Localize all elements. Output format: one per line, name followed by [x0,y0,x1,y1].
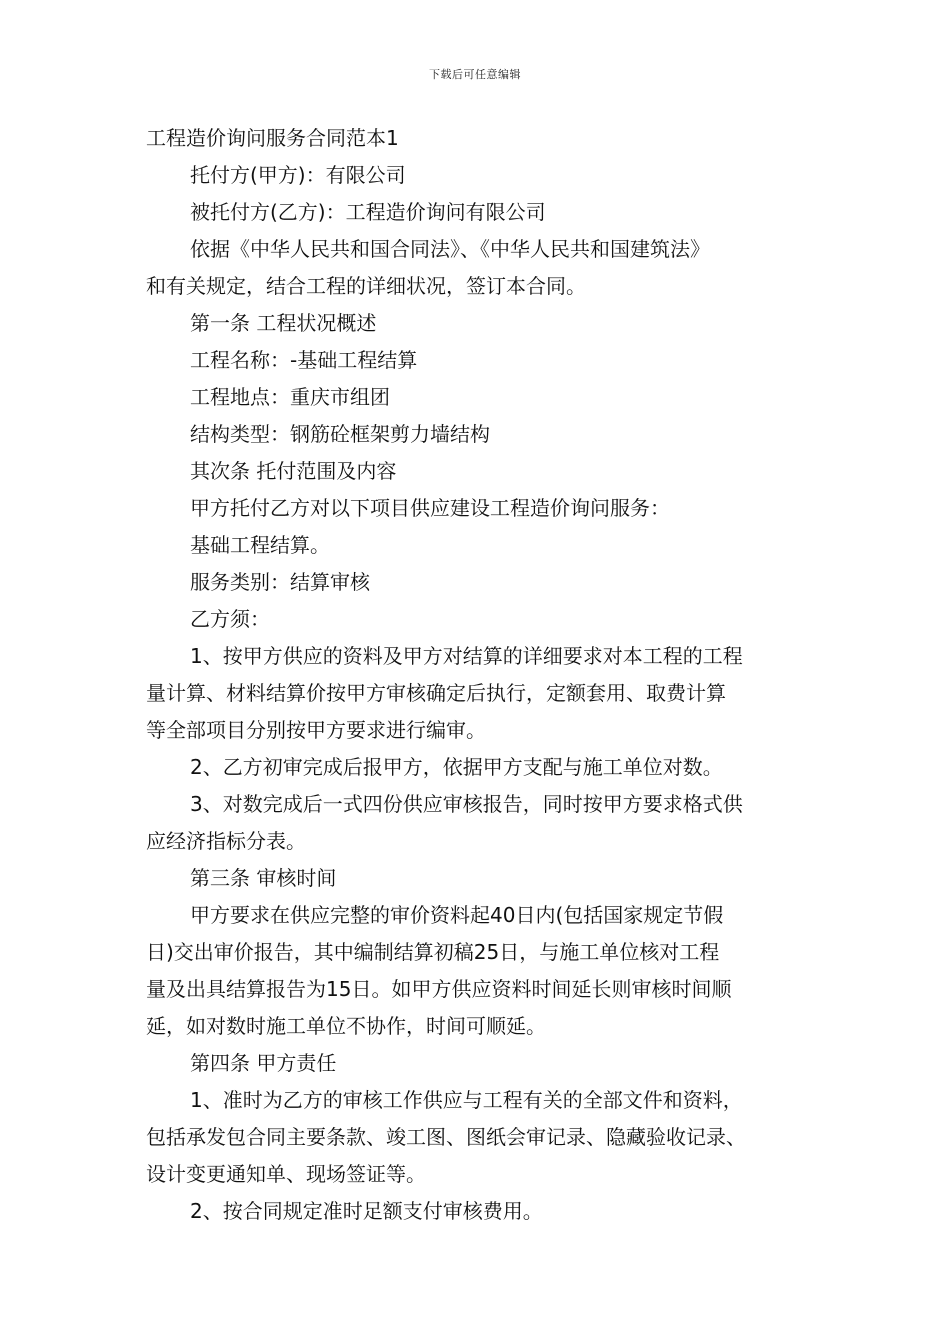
paragraph-line: 量计算、材料结算价按甲方审核确定后执行，定额套用、取费计算 [146,681,726,705]
paragraph-line: 等全部项目分别按甲方要求进行编审。 [146,718,486,742]
document-body [146,120,812,1230]
document-title: 工程造价询问服务合同范本1 [146,126,399,150]
paragraph-line: 包括承发包合同主要条款、竣工图、图纸会审记录、隐藏验收记录、 [146,1125,746,1149]
list-item: 1、按甲方供应的资料及甲方对结算的详细要求对本工程的工程 [190,644,743,668]
paragraph-line: 应经济指标分表。 [146,829,306,853]
paragraph-line: 依据《中华人民共和国合同法》、《中华人民共和国建筑法》 [190,237,710,261]
list-item: 2、乙方初审完成后报甲方，依据甲方支配与施工单位对数。 [190,755,723,779]
paragraph-line: 工程名称：-基础工程结算 [190,348,418,372]
list-item: 1、准时为乙方的审核工作供应与工程有关的全部文件和资料， [190,1088,743,1112]
paragraph-line: 延，如对数时施工单位不协作，时间可顺延。 [146,1014,546,1038]
paragraph-line: 设计变更通知单、现场签证等。 [146,1162,426,1186]
paragraph-line: 和有关规定，结合工程的详细状况，签订本合同。 [146,274,586,298]
section-heading: 第一条 工程状况概述 [190,311,377,335]
paragraph-line: 乙方须： [190,607,270,631]
paragraph-line: 工程地点：重庆市组团 [190,385,390,409]
list-item: 2、按合同规定准时足额支付审核费用。 [190,1199,543,1223]
page-header-note: 下载后可任意编辑 [429,68,521,81]
paragraph-line: 服务类别：结算审核 [190,570,370,594]
paragraph-line: 日)交出审价报告，其中编制结算初稿25日，与施工单位核对工程 [146,940,720,964]
paragraph-line: 甲方要求在供应完整的审价资料起40日内(包括国家规定节假 [190,903,724,927]
section-heading: 第三条 审核时间 [190,866,337,890]
list-item: 3、对数完成后一式四份供应审核报告，同时按甲方要求格式供 [190,792,743,816]
paragraph-line: 基础工程结算。 [190,533,330,557]
paragraph-line: 甲方托付乙方对以下项目供应建设工程造价询问服务： [190,496,670,520]
party-a-line: 托付方(甲方)：有限公司 [190,163,406,187]
section-heading: 第四条 甲方责任 [190,1051,337,1075]
section-heading: 其次条 托付范围及内容 [190,459,397,483]
paragraph-line: 结构类型：钢筋砼框架剪力墙结构 [190,422,490,446]
party-b-line: 被托付方(乙方)：工程造价询问有限公司 [190,200,546,224]
paragraph-line: 量及出具结算报告为15日。如甲方供应资料时间延长则审核时间顺 [146,977,732,1001]
